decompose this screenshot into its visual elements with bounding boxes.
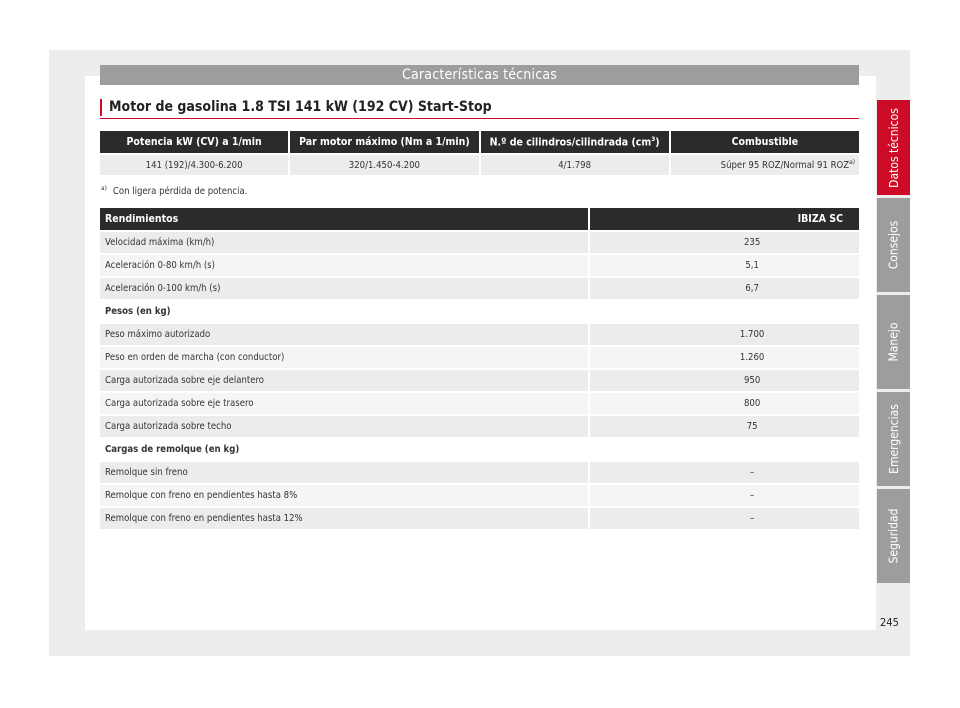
row-value [590,439,859,460]
row-value: 5,1 [590,255,859,276]
table-row [100,347,859,368]
col-torque: Par motor máximo (Nm a 1/min) [290,131,478,153]
section-label: Cargas de remolque (en kg) [100,439,588,460]
title-accent-bar [100,99,102,116]
row-label: Carga autorizada sobre techo [100,416,588,437]
row-label: Peso en orden de marcha (con conductor) [100,347,588,368]
table-row [100,416,859,437]
section-label: Pesos (en kg) [100,301,588,322]
tab-label: Consejos [886,220,901,270]
table-row [100,508,859,529]
title-underline [100,118,859,119]
row-value: 1.260 [590,347,859,368]
row-value: – [590,462,859,483]
table-row [100,278,859,299]
table-row [100,301,859,322]
col-rendimientos: Rendimientos [100,208,588,230]
footnote [101,184,247,197]
col-cylinders-sup: 3 [651,135,656,144]
tab-label: Emergencias [886,404,901,474]
page-number: 245 [880,616,899,629]
row-value: 800 [590,393,859,414]
row-label: Aceleración 0-100 km/h (s) [100,278,588,299]
row-value: 75 [590,416,859,437]
table-row [100,462,859,483]
section-header: Características técnicas [100,65,859,85]
tab-emergencias[interactable] [877,392,910,486]
table-row [100,393,859,414]
tab-consejos[interactable] [877,198,910,292]
table-row [100,485,859,506]
cell-torque: 320/1.450-4.200 [290,155,478,175]
performance-table [98,206,861,531]
tab-label: Datos técnicos [886,107,901,188]
row-label: Remolque con freno en pendientes hasta 8% [100,485,588,506]
row-value: 950 [590,370,859,391]
footnote-marker: a) [101,184,107,192]
row-value [590,301,859,322]
table-row [100,324,859,345]
row-label: Remolque con freno en pendientes hasta 12% [100,508,588,529]
row-value: 6,7 [590,278,859,299]
tab-datos-tecnicos[interactable] [877,100,910,195]
row-label: Remolque sin freno [100,462,588,483]
row-label: Peso máximo autorizado [100,324,588,345]
cell-fuel-text: Súper 95 ROZ/Normal 91 ROZ [720,160,850,172]
tab-label: Seguridad [886,508,901,564]
fuel-footnote-marker: a) [849,158,855,167]
row-value: – [590,485,859,506]
footnote-text: Con ligera pérdida de potencia. [112,186,248,198]
table-row [100,255,859,276]
performance-table-header [100,208,859,230]
engine-table-header [100,131,859,153]
col-power: Potencia kW (CV) a 1/min [100,131,288,153]
row-label: Carga autorizada sobre eje trasero [100,393,588,414]
row-label: Velocidad máxima (km/h) [100,232,588,253]
col-cylinders-end: ) [655,136,660,149]
row-label: Carga autorizada sobre eje delantero [100,370,588,391]
col-cylinders [481,131,669,153]
engine-table [98,129,861,177]
row-value: – [590,508,859,529]
tab-seguridad[interactable] [877,489,910,583]
engine-table-row [100,155,859,175]
row-label: Aceleración 0-80 km/h (s) [100,255,588,276]
page-title: Motor de gasolina 1.8 TSI 141 kW (192 CV) Start-Stop [109,99,492,115]
cell-power: 141 (192)/4.300-6.200 [100,155,288,175]
tab-manejo[interactable] [877,295,910,389]
table-row [100,232,859,253]
col-fuel: Combustible [671,131,859,153]
row-value: 1.700 [590,324,859,345]
col-model: IBIZA SC [590,208,859,230]
table-row [100,370,859,391]
cell-fuel [671,155,859,175]
row-value: 235 [590,232,859,253]
col-cylinders-text: N.º de cilindros/cilindrada (cm [489,136,652,149]
table-row [100,439,859,460]
tab-label: Manejo [886,322,901,362]
cell-cylinders: 4/1.798 [481,155,669,175]
